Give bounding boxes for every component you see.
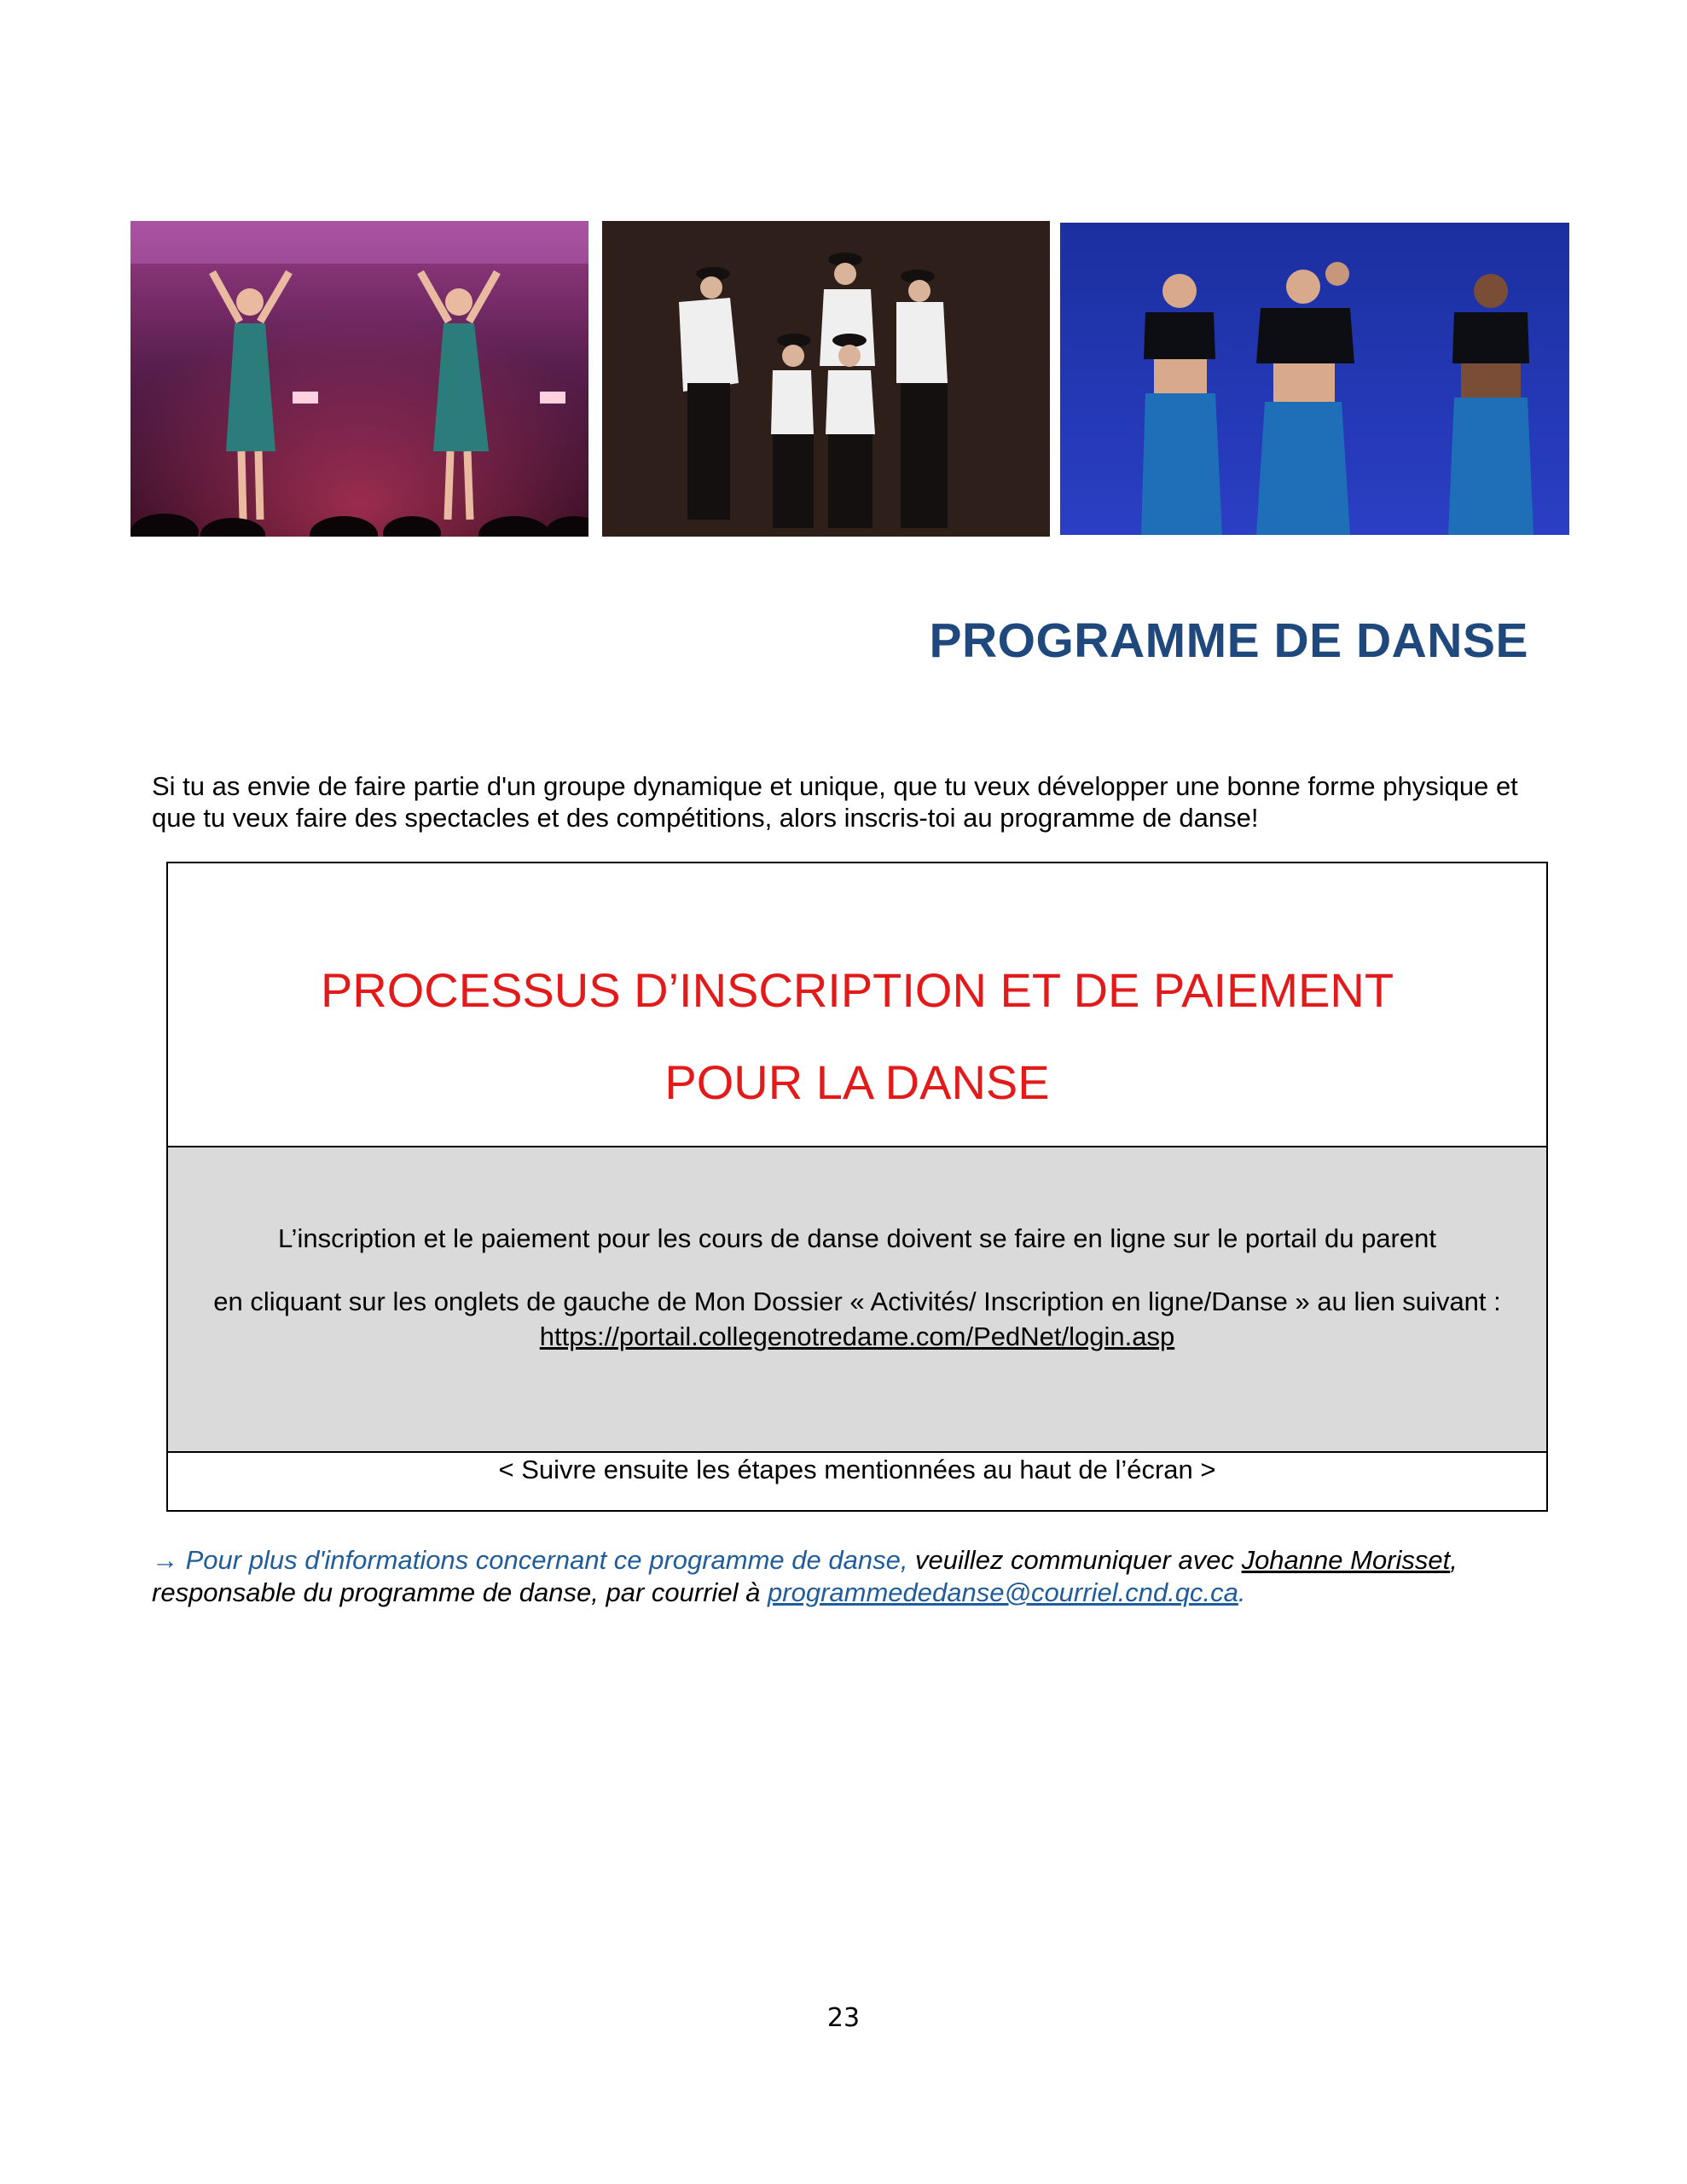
portal-link-line — [168, 1319, 1546, 1354]
photo-dancers-blue-pants — [1060, 223, 1569, 535]
contact-name: Johanne Morisset — [1241, 1545, 1451, 1575]
registration-box — [166, 862, 1548, 1512]
note-tail: , responsable du programme de danse, par courriel à — [152, 1545, 1458, 1607]
page-number: 23 — [826, 2003, 861, 2033]
note-end: . — [1238, 1577, 1246, 1607]
photo-dancers-green — [130, 221, 588, 537]
instruction-line1: L’inscription et le paiement pour les cours de danse doivent se faire en ligne sur le portail du parent — [278, 1223, 1436, 1253]
note-lead: → Pour plus d'informations concernant ce programme de danse, — [152, 1545, 908, 1575]
registration-instructions — [168, 1147, 1546, 1453]
registration-title-line2: POUR LA DANSE — [664, 1055, 1050, 1109]
instruction-line2: en cliquant sur les onglets de gauche de Mon Dossier « Activités/ Inscription en ligne/Danse » au lien suivant : — [213, 1287, 1501, 1316]
contact-note — [152, 1544, 1551, 1609]
photo-dancers-white-shirts — [602, 221, 1050, 537]
page-title: PROGRAMME DE DANSE — [929, 613, 1528, 668]
intro-paragraph: Si tu as envie de faire partie d'un groupe dynamique et unique, que tu veux développer une bonne forme physique et que tu veux faire des spectacles et des compétitions, alors inscris-toi au programme de danse! — [152, 771, 1518, 833]
portal-link[interactable]: https://portail.collegenotredame.com/PedNet/login.asp — [539, 1321, 1175, 1351]
registration-box-header — [168, 863, 1546, 1147]
registration-footer: < Suivre ensuite les étapes mentionnées au haut de l’écran > — [498, 1455, 1216, 1484]
contact-email-link[interactable]: programmededanse@courriel.cnd.qc.ca — [768, 1577, 1238, 1607]
note-middle: veuillez communiquer avec — [907, 1545, 1242, 1575]
registration-title-line1: PROCESSUS D’INSCRIPTION ET DE PAIEMENT — [320, 963, 1394, 1017]
